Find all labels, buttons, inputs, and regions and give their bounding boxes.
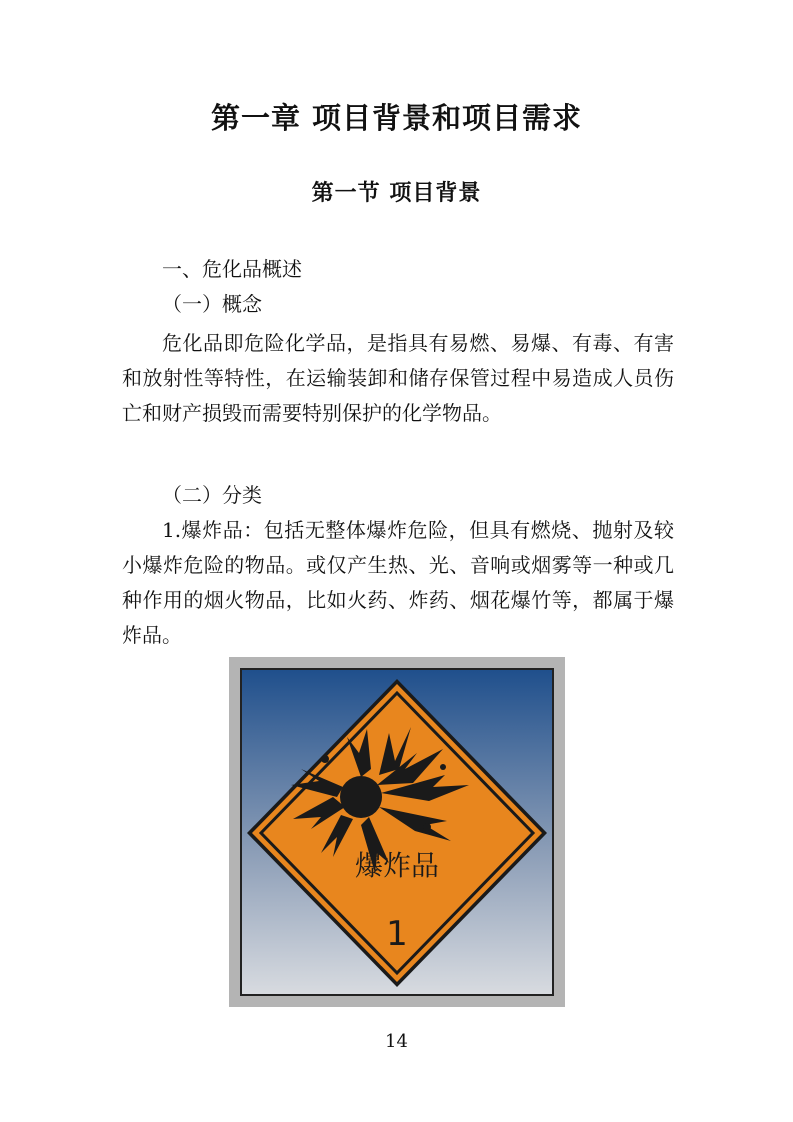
sign-class-number: 1 [386,914,408,954]
section-title: 第一节 项目背景 [311,181,482,206]
heading-overview: 一、危化品概述 [162,257,302,281]
subheading-classification: （二）分类 [162,483,262,507]
explosive-hazard-sign [229,657,565,1007]
classification-paragraph: 1.爆炸品：包括无整体爆炸危险，但具有燃烧、抛射及较小爆炸危险的物品。或仅产生热、光、音响或烟雾等一种或几种作用的烟火物品，比如火药、炸药、烟花爆竹等，都属于爆炸品。 [122,518,674,647]
concept-paragraph: 危化品即危险化学品，是指具有易燃、易爆、有毒、有害和放射性等特性，在运输装卸和储存保管过程中易造成人员伤亡和财产损毁而需要特别保护的化学物品。 [122,331,674,425]
sign-label: 爆炸品 [354,849,440,882]
subheading-concept: （一）概念 [162,292,262,316]
chapter-title: 第一章 项目背景和项目需求 [210,101,583,135]
page-number: 14 [385,1031,408,1052]
